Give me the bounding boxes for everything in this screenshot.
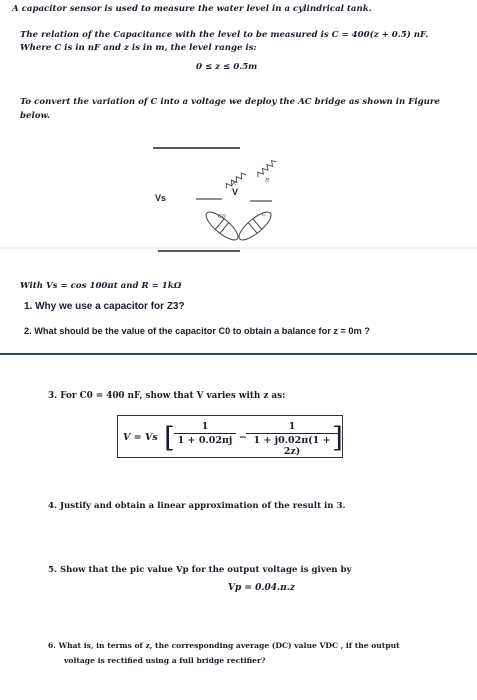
fraction-2-denominator: 1 + j0.02π(1 + 2z)	[253, 435, 331, 457]
bridge-circuit-figure	[0, 130, 477, 260]
question-6-line-2: voltage is rectified using a full bridge rectifier?	[64, 656, 266, 665]
label-v: V	[232, 187, 239, 197]
intro-line-3: Where C is in nF and z is in m, the level range is:	[20, 43, 257, 53]
fraction-1-numerator: 1	[201, 421, 209, 432]
bridge-text-line-1: To convert the variation of C into a voltage we deploy the AC bridge as shown in Figure	[20, 97, 440, 107]
given-conditions: With Vs = cos 100πt and R = 1kΩ	[20, 281, 182, 291]
question-4: 4. Justify and obtain a linear approximation of the result in 3.	[48, 501, 346, 511]
bridge-text-line-2: below.	[20, 111, 50, 121]
right-bracket: ]	[332, 421, 343, 454]
label-c0: C0	[218, 214, 226, 220]
equation-box	[117, 415, 343, 458]
resistor-r2	[256, 159, 278, 178]
section-divider	[0, 353, 477, 355]
label-r2: R	[265, 178, 270, 184]
intro-line-2: The relation of the Capacitance with the level to be measured is C = 400(z + 0.5) nF.	[20, 30, 429, 40]
fraction-1	[174, 421, 236, 446]
question-2: 2. What should be the value of the capacitor C0 to obtain a balance for z = 0m ?	[24, 326, 370, 336]
level-range: 0 ≤ z ≤ 0.5m	[196, 62, 258, 72]
minus-sign: −	[239, 432, 247, 443]
fraction-2-numerator: 1	[288, 421, 296, 432]
label-c: C	[262, 212, 267, 218]
fraction-1-denominator: 1 + 0.02πj	[177, 435, 233, 446]
question-5: 5. Show that the pic value Vp for the output voltage is given by	[48, 565, 352, 575]
label-r1: R	[232, 181, 237, 187]
capacitor-c	[235, 208, 275, 244]
fraction-2	[246, 421, 338, 457]
equation-lhs: V = Vs	[123, 432, 158, 443]
intro-line-1: A capacitor sensor is used to measure the water level in a cylindrical tank.	[12, 4, 372, 14]
question-6-line-1: 6. What is, in terms of z, the corresponding average (DC) value VDC , if the output	[48, 641, 400, 650]
question-5-formula: Vp = 0.04.π.z	[228, 583, 295, 593]
question-3: 3. For C0 = 400 nF, show that V varies with z as:	[48, 391, 286, 401]
label-vs: Vs	[155, 193, 167, 203]
left-bracket: [	[164, 421, 175, 454]
question-1: 1. Why we use a capacitor for Z3?	[24, 301, 185, 312]
